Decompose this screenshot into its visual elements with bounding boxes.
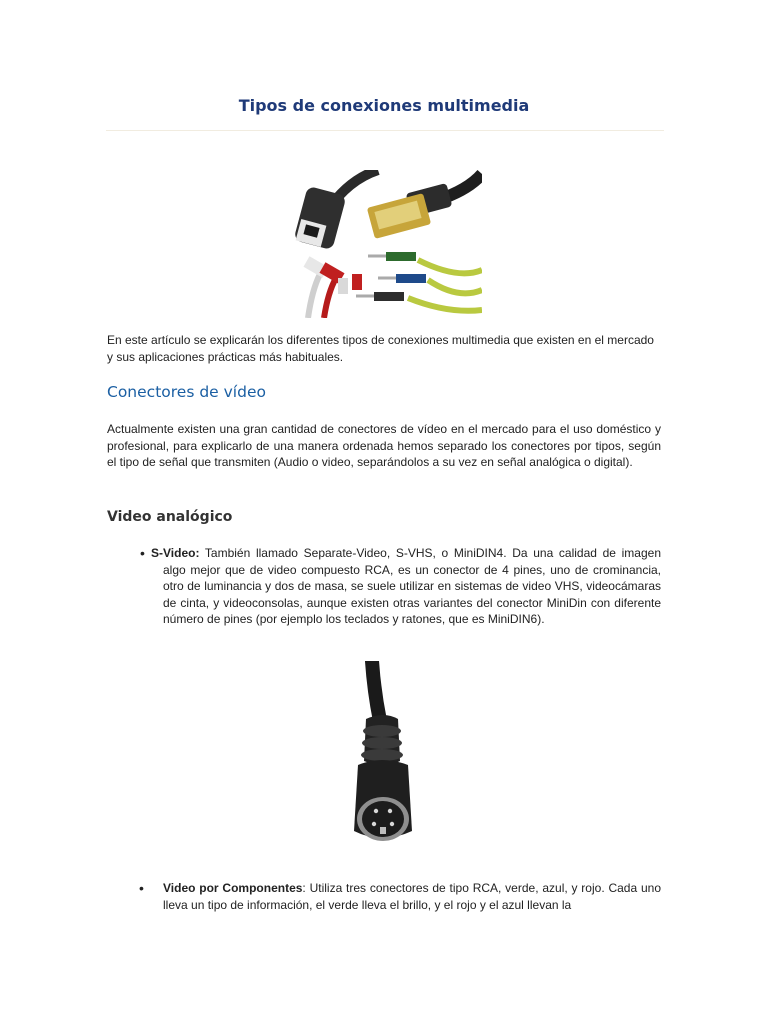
list-item (151, 545, 661, 628)
bullet-marker: • (139, 880, 144, 896)
intro-paragraph: En este artículo se explicarán los diferentes tipos de conexiones multimedia que existen en el mercado y sus aplicaciones prácticas más habituales. (107, 333, 654, 364)
bullet-marker: • (140, 545, 145, 561)
list-item-text: : Utiliza tres conectores de tipo RCA, verde, azul, y rojo. Cada uno lleva un tipo de información, el verde lleva el brillo, y el rojo y el azul llevan la (163, 881, 661, 912)
page-title: Tipos de conexiones multimedia (238, 96, 530, 115)
list-item-text: También llamado Separate-Video, S-VHS, o MiniDIN4. Da una calidad de imagen algo mejor que de video compuesto RCA, es un conector de 4 pines, uno de crominancia, otro de luminancia y dos de masa, se suele utilizar en sistemas de video VHS, videocámaras de cinta, y videoconsolas, aunque existen otras variantes del conector MiniDin con diferente número de pines (por ejemplo los teclados y ratones, que es MiniDIN6). (163, 546, 661, 626)
cables-photo (288, 170, 482, 318)
title-divider (106, 130, 664, 131)
list-item (163, 880, 661, 913)
list-item-term: Video por Componentes (163, 881, 303, 895)
s-video-connector-photo (294, 661, 470, 861)
list-item-term: S-Video: (151, 546, 200, 560)
section-paragraph: Actualmente existen una gran cantidad de conectores de vídeo en el mercado para el uso doméstico y profesional, para explicarlo de una manera ordenada hemos separado los conectores por tipos, según el tipo de señal que transmiten (Audio o video, separándolos a su vez en señal analógica o digital). (107, 422, 661, 469)
section-heading: Conectores de vídeo (107, 383, 266, 401)
subsection-heading: Video analógico (107, 509, 233, 525)
